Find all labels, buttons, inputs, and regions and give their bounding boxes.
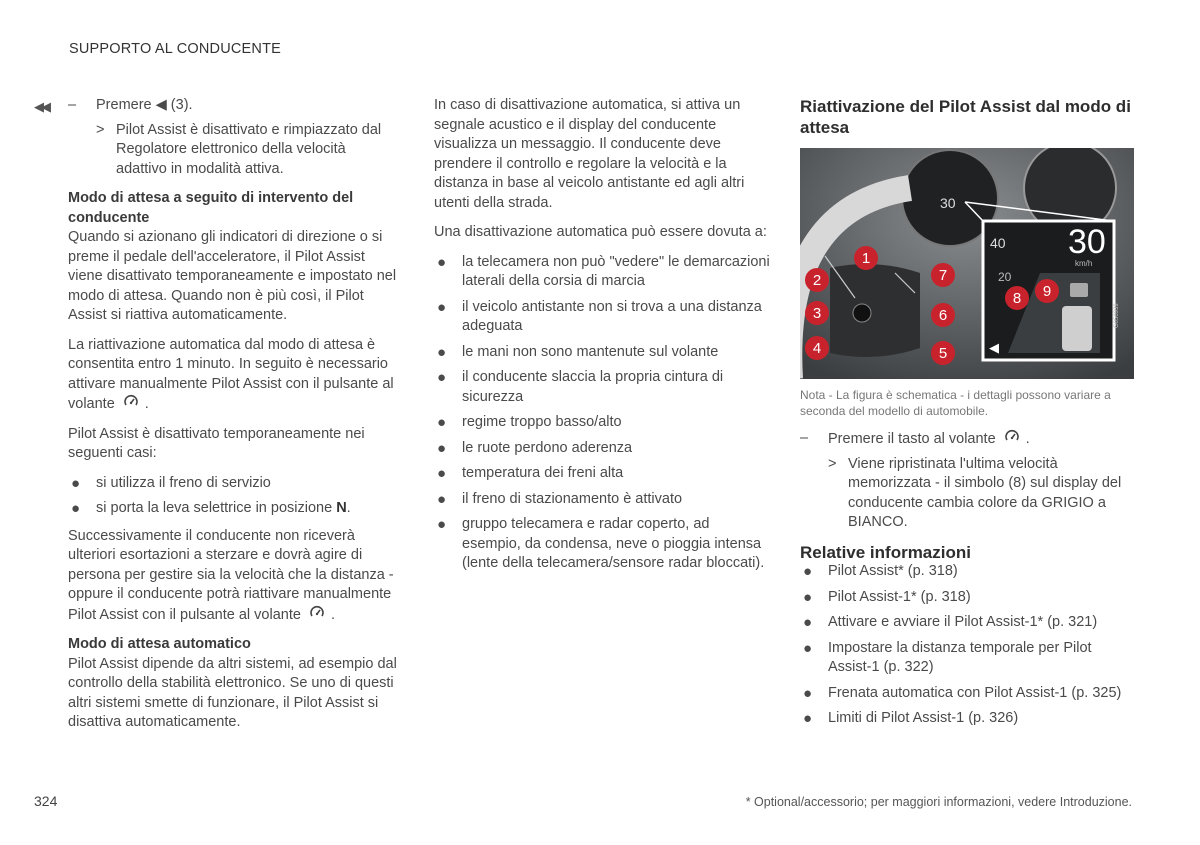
list-item-text: la telecamera non può "vedere" le demarcazioni laterali della corsia di marcia: [462, 253, 770, 289]
callout-label: 4: [812, 340, 822, 357]
speedometer-button-icon: [309, 605, 325, 621]
display-speed: 30: [1068, 223, 1106, 261]
subheading-standby-auto: Modo di attesa automatico: [68, 636, 251, 652]
bullet-icon: ●: [437, 439, 447, 457]
list-item: [434, 413, 770, 433]
related-info-heading: Relative informazioni: [800, 542, 971, 562]
related-link[interactable]: [800, 613, 1134, 633]
paragraph: Pilot Assist dipende da altri sistemi, ad esempio dal controllo della stabilità elettronico. Se uno di questi altri sistemi smette di funzionare, il Pilot Assist si disattiva automaticamente.: [68, 655, 397, 730]
list-item: [434, 368, 770, 407]
list-item-text: il freno di stazionamento è attivato: [462, 490, 683, 507]
related-link[interactable]: [800, 562, 1134, 582]
double-arrow-left-icon[interactable]: ◀◀: [34, 99, 48, 114]
bullet-icon: ●: [803, 710, 813, 727]
control-button: [853, 304, 871, 322]
period: .: [330, 606, 335, 623]
step-text: Premere il tasto al volante: [828, 431, 996, 447]
result-text: Viene ripristinata l'ultima velocità memorizzata - il simbolo (8) sul display del conducente cambia colore da GRIGIO a BIANCO.: [848, 455, 1122, 530]
callout-label: 2: [812, 272, 822, 289]
display-unit: km/h: [1075, 259, 1093, 268]
list-item: [434, 515, 770, 574]
callout-label: 8: [1012, 290, 1022, 307]
related-links-list: [800, 562, 1134, 729]
cluster-speed: 30: [940, 195, 956, 211]
list-item-text: il veicolo antistante non si trova a una distanza adeguata: [462, 298, 762, 334]
bullet-icon: ●: [803, 588, 813, 606]
bullet-icon: ●: [437, 343, 447, 361]
paragraph-text: La riattivazione automatica dal modo di attesa è consentita entro 1 minuto. In seguito è necessario attivare manualmente Pilot Assist con il pulsante al volante: [68, 336, 394, 412]
list-item-text: le ruote perdono aderenza: [462, 439, 633, 456]
callout-label: 3: [812, 305, 822, 322]
bullet-icon: ●: [437, 490, 447, 508]
list-item-text: temperatura dei freni alta: [462, 465, 624, 481]
list-item: [434, 298, 770, 337]
step-result: [828, 455, 1134, 533]
list-item: [434, 343, 770, 363]
steering-wheel-spoke: [830, 264, 920, 357]
section-header: SUPPORTO AL CONDUCENTE: [69, 41, 282, 57]
bullet-icon: ●: [803, 639, 813, 657]
list-item: [434, 464, 770, 484]
step-text: Premere ◀ (3).: [96, 97, 193, 113]
steering-wheel-figure: [800, 148, 1134, 379]
bullet-icon: ●: [437, 253, 447, 271]
paragraph: Quando si azionano gli indicatori di direzione o si preme il pedale dell'acceleratore, il Pilot Assist viene disattivato temporaneamente e impostato nel modo di attesa. Quando non è più così, il Pilot Assist si riattiva automaticamente.: [68, 229, 397, 323]
result-text: Pilot Assist è disattivato e rimpiazzato dal Regolatore elettronico della velocità adattivo in modalità attiva.: [116, 121, 382, 177]
gear-position-label: N: [336, 500, 347, 516]
result-mark: >: [828, 455, 837, 472]
section-title: Riattivazione del Pilot Assist dal modo di attesa: [800, 97, 1131, 137]
callout-label: 7: [938, 267, 948, 284]
list-item-text: gruppo telecamera e radar coperto, ad esempio, da condensa, neve o pioggia intensa (lente della telecamera/sensore radar bloccati).: [462, 516, 765, 571]
list-item-text: si porta la leva selettrice in posizione: [96, 500, 333, 516]
bullet-icon: ●: [437, 298, 447, 316]
subheading-standby-driver: Modo di attesa a seguito di intervento del conducente: [68, 190, 354, 226]
bullet-list: [68, 474, 400, 519]
figure-code: G050939: [1114, 303, 1120, 328]
list-item: [434, 439, 770, 459]
list-item: [434, 253, 770, 292]
related-link[interactable]: [800, 588, 1134, 608]
paragraph-reactivation: [68, 336, 400, 415]
page-number: 324: [34, 793, 58, 809]
bullet-icon: ●: [803, 563, 813, 580]
list-item-text: regime troppo basso/alto: [462, 414, 622, 430]
bullet-icon: ●: [437, 516, 447, 533]
bullet-icon: ●: [437, 465, 447, 482]
footnote: * Optional/accessorio; per maggiori informazioni, vedere Introduzione.: [745, 795, 1132, 809]
set-speed-40: 40: [990, 235, 1006, 251]
paragraph-text: Successivamente il conducente non riceverà ulteriori esortazioni a sterzare e dovrà agire di persona per gestire sia la velocità che la distanza - oppure il conducente potrà riattivare manualmente Pilot Assist con il pulsante al volante: [68, 527, 394, 623]
callout-label: 6: [938, 307, 948, 324]
step-item: [800, 429, 1134, 450]
step-item: [68, 96, 400, 116]
column-2: [434, 96, 770, 582]
list-item: [68, 499, 400, 519]
related-link[interactable]: [800, 684, 1134, 704]
speedometer-button-icon: [1004, 429, 1020, 445]
list-item-text: le mani non sono mantenute sul volante: [462, 343, 719, 360]
bullet-list: [434, 253, 770, 574]
dash-mark: –: [800, 430, 809, 446]
callout-label: 9: [1042, 283, 1052, 300]
lead-car: [1070, 283, 1088, 297]
related-link-text[interactable]: Frenata automatica con Pilot Assist-1 (p. 325): [828, 684, 1122, 701]
related-link-text[interactable]: Pilot Assist-1* (p. 318): [828, 588, 971, 605]
period: .: [144, 396, 149, 412]
result-mark: >: [96, 121, 105, 138]
own-car: [1062, 306, 1092, 351]
speedometer-button-icon: [123, 394, 139, 410]
list-item: [434, 490, 770, 510]
period: .: [346, 500, 351, 516]
column-1: [68, 96, 400, 743]
bullet-icon: ●: [71, 500, 81, 517]
bullet-icon: ●: [437, 369, 447, 386]
related-link[interactable]: [800, 709, 1134, 729]
callout-label: 1: [861, 250, 871, 267]
bullet-icon: ●: [803, 684, 813, 702]
related-link-text[interactable]: Pilot Assist* (p. 318): [828, 563, 958, 579]
paragraph: In caso di disattivazione automatica, si attiva un segnale acustico e il display del conducente visualizza un messaggio. Il conducente deve prendere il controllo e regolare la velocità e la distanza in base al veicolo antistante ed agli altri utenti della strada.: [434, 97, 745, 211]
set-speed-20: 20: [998, 270, 1012, 284]
paragraph-manual: [68, 527, 400, 626]
related-link[interactable]: [800, 639, 1134, 678]
paragraph: Pilot Assist è disattivato temporaneamente nei seguenti casi:: [68, 425, 365, 461]
figure-caption: Nota - La figura è schematica - i dettagli possono variare a seconda del modello di automobile.: [800, 388, 1111, 418]
paragraph: Una disattivazione automatica può essere dovuta a:: [434, 224, 767, 240]
bullet-icon: ●: [71, 474, 81, 492]
list-item-text: si utilizza il freno di servizio: [96, 474, 271, 491]
list-item-text: il conducente slaccia la propria cintura di sicurezza: [462, 369, 724, 405]
bullet-icon: ●: [803, 614, 813, 631]
related-link-text[interactable]: Attivare e avviare il Pilot Assist-1* (p. 321): [828, 614, 1098, 630]
related-link-text[interactable]: Limiti di Pilot Assist-1 (p. 326): [828, 710, 1019, 726]
column-3: [800, 96, 1134, 737]
period: .: [1025, 431, 1030, 447]
callout-label: 5: [938, 345, 948, 362]
step-result: [96, 121, 400, 180]
list-item: [68, 474, 400, 494]
bullet-icon: ●: [437, 414, 447, 431]
related-link-text[interactable]: Impostare la distanza temporale per Pilot Assist-1 (p. 322): [828, 639, 1092, 675]
dash-mark: –: [68, 97, 77, 113]
arrow-left-icon: ◀: [989, 340, 999, 355]
